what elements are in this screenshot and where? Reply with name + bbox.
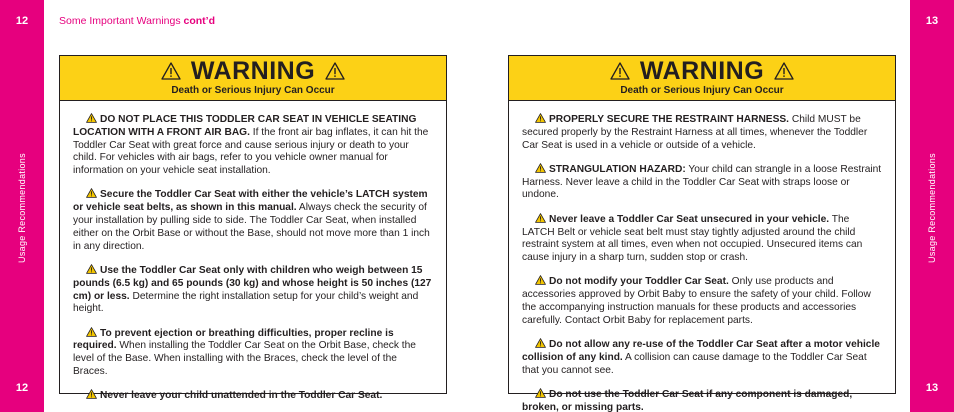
warning-triangle-icon <box>325 62 345 80</box>
warning-item: DO NOT PLACE THIS TODDLER CAR SEAT IN VEHICLE SEATING LOCATION WITH A FRONT AIR BAG. If the front air bag inflates, it can hit the Toddler Car Seat with great force and cause serious injury or death to your child. For vehicles with air bags, refer to you vehicle owner manual for information on your vehicle seat installation. <box>73 114 429 177</box>
warning-box-right <box>508 55 896 412</box>
warning-list <box>509 101 895 412</box>
warning-title: WARNING <box>639 56 765 85</box>
header-title: Some Important Warnings <box>59 15 181 27</box>
warning-triangle-icon <box>86 264 97 274</box>
warning-triangle-icon <box>535 275 546 285</box>
page-number-bottom: 12 <box>15 382 29 394</box>
right-page-sidebar <box>910 0 954 412</box>
section-label: Usage Recommendations <box>927 153 937 263</box>
warning-item: Secure the Toddler Car Seat with either the vehicle’s LATCH system or vehicle seat belts, as shown in this manual. Always check the security of your installation by pulling side to side. The Toddler Car Seat, when installed either on the Orbit Base or without the Base, should not move more than 1 inch in any direction. <box>73 189 430 252</box>
warning-item: Do not allow any re-use of the Toddler Car Seat after a motor vehicle collision of any kind. A collision can cause damage to the Toddler Car Seat that you cannot see. <box>522 339 880 376</box>
page-number-bottom: 13 <box>925 382 939 394</box>
warning-triangle-icon <box>610 62 630 80</box>
warning-triangle-icon <box>535 338 546 348</box>
warning-subtitle: Death or Serious Injury Can Occur <box>171 85 335 96</box>
section-label: Usage Recommendations <box>17 153 27 263</box>
page-header <box>59 15 215 27</box>
header-suffix: cont’d <box>183 15 215 27</box>
warning-item: To prevent ejection or breathing difficulties, proper recline is required. When installing the Toddler Car Seat on the Orbit Base, check the level of the Base. When installing with the Braces, check the level of the Braces. <box>73 327 416 378</box>
warning-triangle-icon <box>86 113 97 123</box>
warning-list <box>60 101 446 403</box>
warning-item: Do not modify your Toddler Car Seat. Only use products and accessories approved by Orbit Baby to ensure the safety of your child. Follow the accompanying instruction manuals for these products and accessories carefully. Contact Orbit Baby for replacement parts. <box>522 276 871 326</box>
warning-triangle-icon <box>86 389 97 399</box>
warning-banner <box>509 56 895 101</box>
warning-box-left <box>59 55 447 402</box>
warning-item: Never leave your child unattended in the Toddler Car Seat. <box>73 389 434 403</box>
warning-item: Use the Toddler Car Seat only with children who weigh between 15 pounds (6.5 kg) and 65 pounds (30 kg) and whose height is 50 inches (127 cm) or less. Determine the right installation setup for your child’s weight and height. <box>73 264 432 315</box>
warning-item: STRANGULATION HAZARD: Your child can strangle in a loose Restraint Harness. Never leave a child in the Toddler Car Seat with straps loose or undone. <box>522 163 882 201</box>
left-page-sidebar <box>0 0 44 412</box>
warning-item: Never leave a Toddler Car Seat unsecured in your vehicle. The LATCH Belt or vehicle seat belt must stay tightly adjusted around the child restraint system at all times, even when not occupied. Unsecured items can cause injury in a sharp turn, sudden stop or crash. <box>522 213 863 264</box>
warning-triangle-icon <box>86 327 97 337</box>
warning-triangle-icon <box>86 188 97 198</box>
warning-triangle-icon <box>774 62 794 80</box>
warning-triangle-icon <box>535 163 546 173</box>
page-number-top: 13 <box>925 15 939 27</box>
warning-triangle-icon <box>535 213 546 223</box>
warning-triangle-icon <box>161 62 181 80</box>
warning-item: PROPERLY SECURE THE RESTRAINT HARNESS. Child MUST be secured properly by the Restraint Harness at all times, whenever the Toddler Car Seat is used in a vehicle or outside of a vehicle. <box>522 114 868 151</box>
warning-triangle-icon <box>535 113 546 123</box>
warning-item: Do not use the Toddler Car Seat if any component is damaged, broken, or missing parts. <box>522 389 853 412</box>
warning-title: WARNING <box>190 56 316 85</box>
warning-triangle-icon <box>535 388 546 398</box>
warning-subtitle: Death or Serious Injury Can Occur <box>620 85 784 96</box>
warning-banner <box>60 56 446 101</box>
page-number-top: 12 <box>15 15 29 27</box>
